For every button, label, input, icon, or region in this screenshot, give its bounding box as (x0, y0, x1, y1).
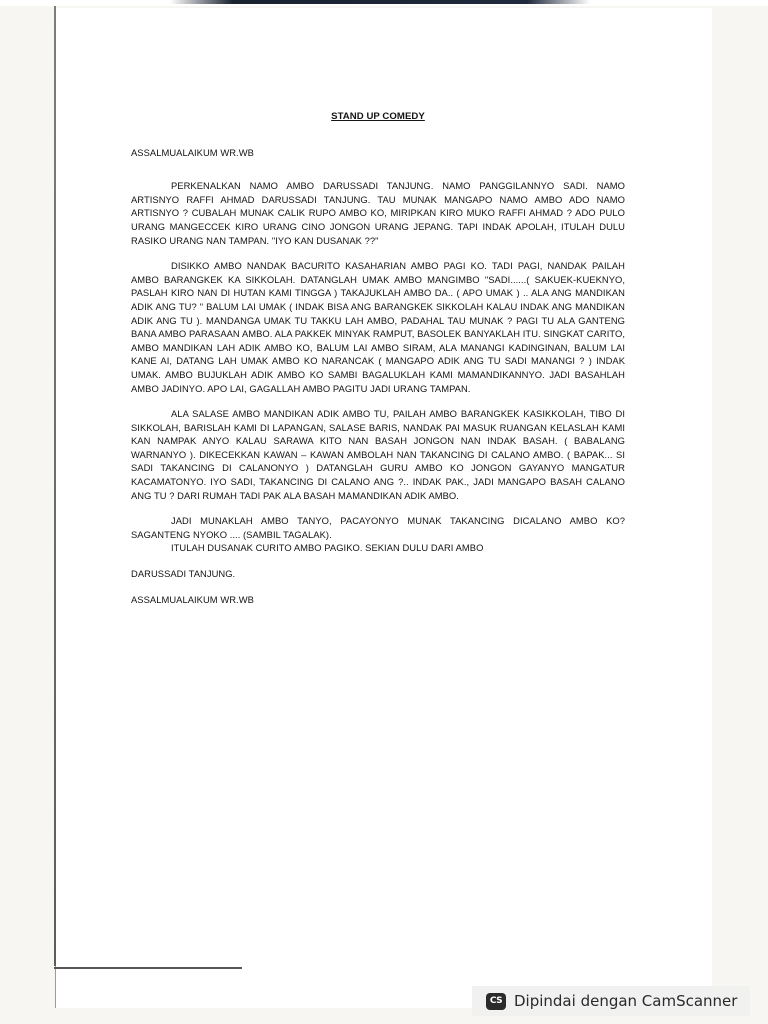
scan-top-edge (0, 0, 768, 6)
scan-bottom-line (54, 967, 242, 969)
farewell: ASSALMUALAIKUM WR.WB (131, 593, 254, 605)
paragraph-school-story: ALA SALASE AMBO MANDIKAN ADIK AMBO TU, PAILAH AMBO BARANGKEK KASIKKOLAH, TIBO DI SIKKOLAH, BARISLAH KAMI DI LAPANGAN, SALASE BARIS, NANDAK PAI MASUK RUANGAN KELASLAH KAMI KAN NAMPAK ANYO KALAU SARAWA KITO NAN BASAH JONGON NAN INDAK BASAH. ( BABALANG WARNANYO ). DIKECEKKAN KAWAN – KAWAN AMBOLAH NAN TAKANCING DI CALANO AMBO. ( BAPAK... SI SADI TAKANCING DI CALANONYO ) DATANGLAH GURU AMBO KO JONGON GAYANYO MANGATUR KACAMATONYO. IYO SADI, TAKANCING DI CALANO ANG ?.. INDAK PAK., JADI MANGAPO BASAH CALANO ANG TU ? DARI RUMAH TADI PAK ALA BASAH MAMANDIKAN ADIK AMBO. (131, 408, 625, 501)
greeting: ASSALMUALAIKUM WR.WB (131, 146, 254, 158)
document-title: STAND UP COMEDY (331, 111, 425, 122)
paragraph-introduction: PERKENALKAN NAMO AMBO DARUSSADI TANJUNG. NAMO PANGGILANNYO SADI. NAMO ARTISNYO RAFFI AHMAD DARUSSADI TANJUNG. TAU MUNAK MANGAPO NAMO AMBO ADO NAMO ARTISNYO ? CUBALAH MUNAK CALIK RUPO AMBO KO, MIRIPKAN KIRO MUKO RAFFI AHMAD ? ADO PULO URANG MANGECCEK KIRO URANG CINO JONGON URANG JEPANG. TAPI INDAK APOLAH, ITULAH DULU RASIKO URANG NAN TAMPAN. "IYO KAN DUSANAK ??" (131, 180, 625, 246)
camscanner-text: Dipindai dengan CamScanner (514, 992, 738, 1010)
scan-top-shadow (170, 0, 590, 4)
paragraph-morning-story: DISIKKO AMBO NANDAK BACURITO KASAHARIAN AMBO PAGI KO. TADI PAGI, NANDAK PAILAH AMBO BARANGKEK KA SIKKOLAH. DATANGLAH UMAK AMBO MANGIMBO "SADI......( SAKUEK-KUEKNYO, PASLAH KIRO NAN DI HUTAN KAMI TINGGA ) TAKAJUKLAH AMBO DA.. ( APO UMAK ) .. ALA ANG MANDIKAN ADIK ANG TU? " BALUM LAI UMAK ( INDAK BISA ANG BARANGKEK SIKKOLAH KALAU INDAK ANG MANDIKAN ADIK ANG TU ). MANDANGA UMAK TU TAKKU LAH AMBO, PADAHAL TAU MUNAK ? PAGI TU ALA GANTENG BANA AMBO PARASAAN AMBO. ALA PAKKEK MINYAK RAMPUT, BASOLEK BANYAKLAH ITU. SINGKAT CARITO, AMBO MANDIKAN LAH ADIK AMBO KO, BALUM LAI AMBO SIRAM, ALA MANANGI KADINGINAN, BALUM LAI KANE AI, DATANG LAH UMAK AMBO KO NARANCAK ( MANGAPO ADIK ANG TU SADI MANANGI ? ) INDAK UMAK. AMBO BUJUKLAH ADIK AMBO KO SAMBI BAGALUKLAH KAMI MAMANDIKANNYO. JADI BASAHLAH AMBO JADINYO. APO LAI, GAGALLAH AMBO PAGITU JADI URANG TAMPAN. (131, 260, 625, 394)
camscanner-icon (486, 993, 506, 1010)
signature: DARUSSADI TANJUNG. (131, 568, 236, 580)
camscanner-icon-text: CS (489, 996, 503, 1006)
paper-left-edge (54, 6, 56, 966)
paragraph-closing-question: JADI MUNAKLAH AMBO TANYO, PACAYONYO MUNAK TAKANCING DICALANO AMBO KO? SAGANTENG NYOKO .... (SAMBIL TAGALAK). (131, 515, 625, 540)
closing-line: ITULAH DUSANAK CURITO AMBO PAGIKO. SEKIAN DULU DARI AMBO (171, 542, 484, 554)
document-body (131, 110, 625, 626)
camscanner-watermark (472, 986, 750, 1016)
